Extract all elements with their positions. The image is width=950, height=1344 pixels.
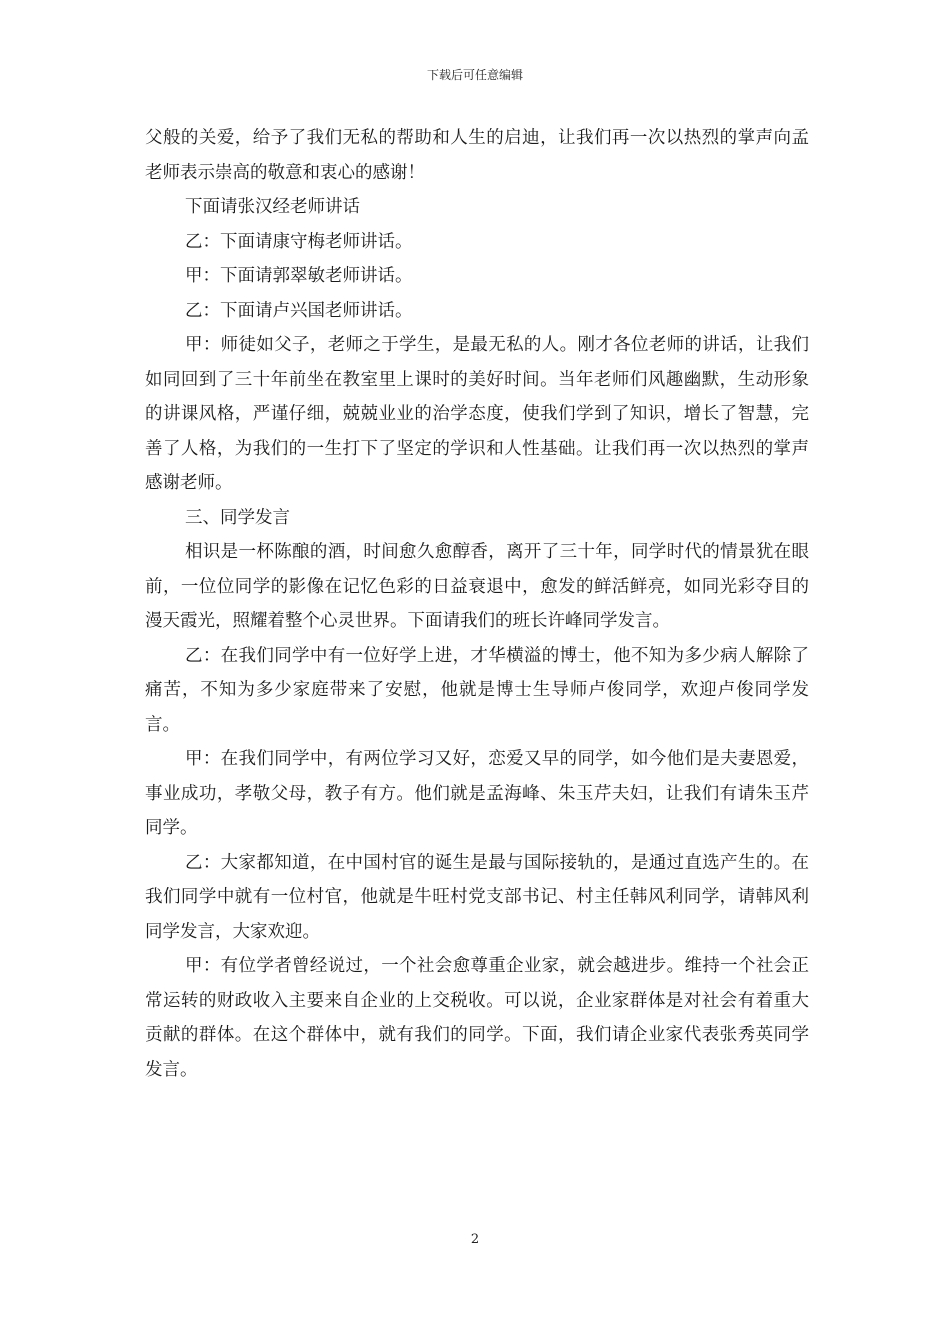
paragraph: 乙：大家都知道，在中国村官的诞生是最与国际接轨的，是通过直选产生的。在我们同学中就有一位村官，他就是牛旺村党支部书记、村主任韩风利同学，请韩风利同学发言，大家欢迎。 <box>145 852 809 942</box>
page-header: 下载后可任意编辑 <box>426 68 523 82</box>
paragraph: 甲：有位学者曾经说过，一个社会愈尊重企业家，就会越进步。维持一个社会正常运转的财政收入主要来自企业的上交税收。可以说，企业家群体是对社会有着重大贡献的群体。在这个群体中，就有我们的同学。下面，我们请企业家代表张秀英同学发言。 <box>145 956 809 1080</box>
paragraph: 相识是一杯陈酿的酒，时间愈久愈醇香，离开了三十年，同学时代的情景犹在眼前，一位位同学的影像在记忆色彩的日益衰退中，愈发的鲜活鲜亮，如同光彩夺目的漫天霞光，照耀着整个心灵世界。下面请我们的班长许峰同学发言。 <box>145 542 809 631</box>
paragraph: 乙：在我们同学中有一位好学上进，才华横溢的博士，他不知为多少病人解除了痛苦，不知为多少家庭带来了安慰，他就是博士生导师卢俊同学，欢迎卢俊同学发言。 <box>145 645 809 735</box>
paragraph: 父般的关爱，给予了我们无私的帮助和人生的启迪，让我们再一次以热烈的掌声向孟老师表示崇高的敬意和衷心的感谢！ <box>145 128 809 183</box>
paragraph: 乙：下面请卢兴国老师讲话。 <box>185 300 413 321</box>
paragraph: 甲：在我们同学中，有两位学习又好，恋爱又早的同学，如今他们是夫妻恩爱，事业成功，孝敬父母，教子有方。他们就是孟海峰、朱玉芹夫妇，让我们有请朱玉芹同学。 <box>145 749 809 838</box>
paragraph: 下面请张汉经老师讲话 <box>185 197 360 217</box>
section-heading: 三、同学发言 <box>185 507 290 528</box>
paragraph: 乙：下面请康守梅老师讲话。 <box>185 231 413 252</box>
paragraph: 甲：下面请郭翠敏老师讲话。 <box>185 266 413 286</box>
page-number: 2 <box>470 1232 480 1247</box>
document-body <box>145 121 809 1087</box>
paragraph: 甲：师徒如父子，老师之于学生，是最无私的人。刚才各位老师的讲话，让我们如同回到了三十年前坐在教室里上课时的美好时间。当年老师们风趣幽默，生动形象的讲课风格，严谨仔细，兢兢业业的治学态度，使我们学到了知识，增长了智慧，完善了人格，为我们的一生打下了坚定的学识和人性基础。让我们再一次以热烈的掌声感谢老师。 <box>145 335 809 493</box>
